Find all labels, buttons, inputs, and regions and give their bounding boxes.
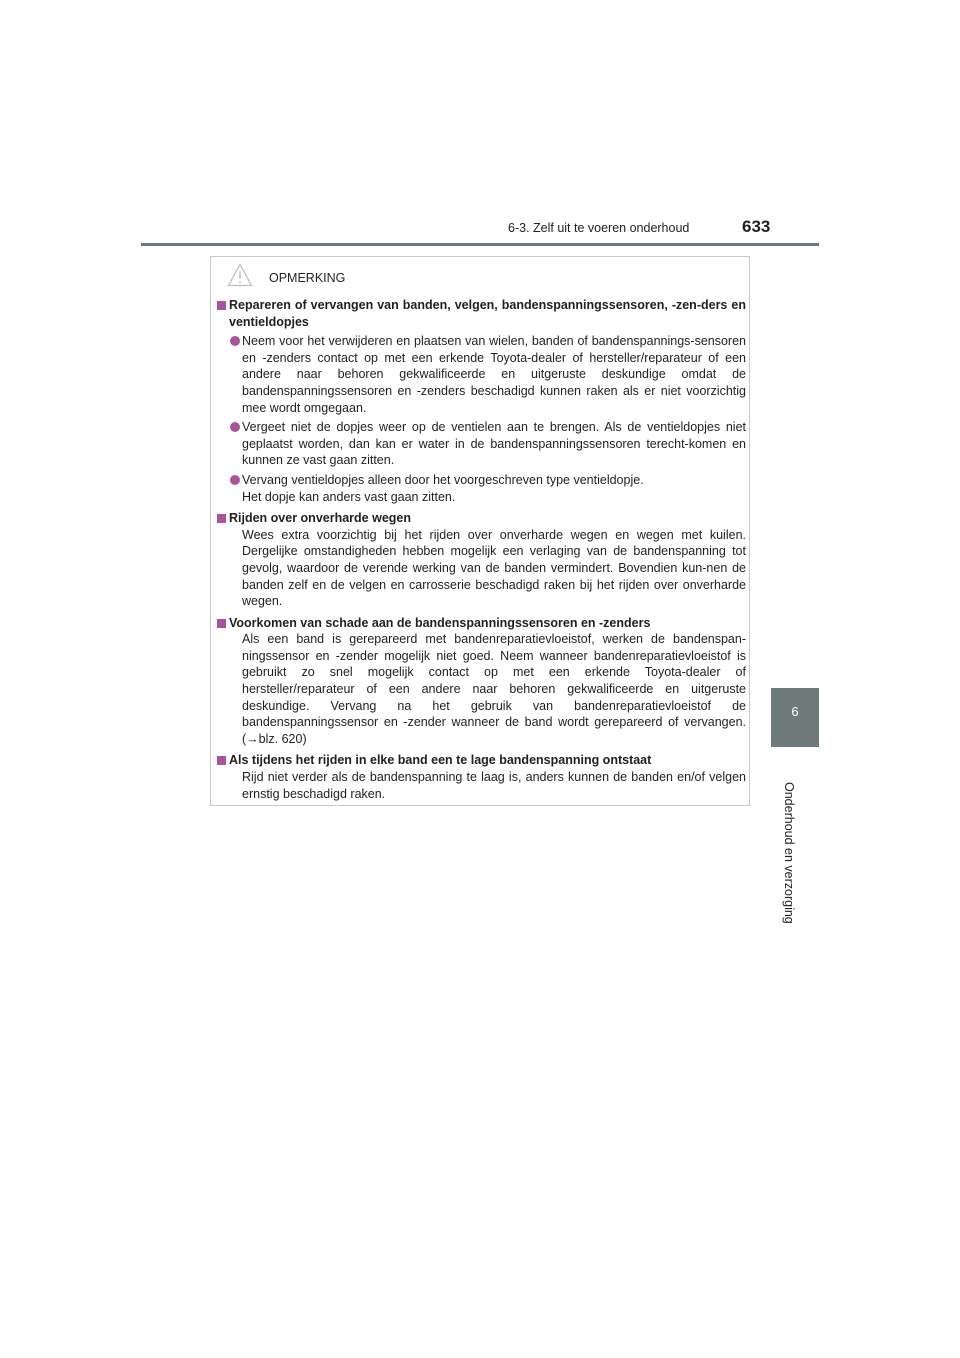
notice-title: OPMERKING bbox=[269, 271, 346, 285]
section-title: 6-3. Zelf uit te voeren onderhoud bbox=[508, 221, 690, 235]
chapter-number: 6 bbox=[791, 704, 799, 719]
bullet-text-line: Vervang ventieldopjes alleen door het voorgeschreven type ventieldopje. bbox=[242, 472, 644, 487]
bullet-text: Neem voor het verwijderen en plaatsen van wielen, banden of bandenspannings-sensoren en -zenders contact op met een erkende Toyota-dealer of hersteller/reparateur of een andere naar behoren gekwalificeerde en uitgeruste deskundige omdat de bandenspanningssensoren en -zenders beschadigd kunnen raken als er niet voorzichtig mee wordt omgegaan. bbox=[242, 334, 746, 415]
bullet-item bbox=[216, 472, 746, 505]
heading-low-pressure-text: Als tijdens het rijden in elke band een te lage bandenspanning ontstaat bbox=[229, 753, 652, 768]
heading-unpaved-roads bbox=[216, 510, 746, 527]
bullet-item bbox=[216, 419, 746, 469]
paragraph-low-pressure: Rijd niet verder als de bandenspanning te laag is, anders kunnen de banden en/of velgen ernstig beschadigd raken. bbox=[242, 770, 746, 801]
heading-sensor-text: Voorkomen van schade aan de bandenspanningssensoren en -zenders bbox=[229, 615, 651, 630]
bullet-item bbox=[216, 333, 746, 416]
round-bullet-icon bbox=[230, 422, 240, 432]
chapter-label: Onderhoud en verzorging bbox=[782, 782, 796, 924]
square-bullet-icon bbox=[217, 619, 226, 628]
notice-content bbox=[216, 297, 746, 802]
heading-repair bbox=[216, 297, 746, 330]
round-bullet-icon bbox=[230, 475, 240, 485]
bullet-text: Vergeet niet de dopjes weer op de ventielen aan te brengen. Als de ventieldopjes niet geplaatst worden, dan kan er water in de bandenspanningssensoren terecht-komen en kunnen ze vast gaan zitten. bbox=[242, 420, 746, 468]
heading-repair-text: Repareren of vervangen van banden, velgen, bandenspanningssensoren, -zen-ders en ventieldopjes bbox=[229, 298, 746, 329]
square-bullet-icon bbox=[217, 756, 226, 765]
notice-box bbox=[210, 256, 750, 806]
heading-unpaved-text: Rijden over onverharde wegen bbox=[229, 511, 411, 526]
heading-sensor-damage bbox=[216, 615, 746, 632]
header-rule bbox=[141, 243, 819, 246]
round-bullet-icon bbox=[230, 336, 240, 346]
chapter-tab bbox=[771, 688, 819, 747]
bullet-text-line: Het dopje kan anders vast gaan zitten. bbox=[242, 489, 456, 504]
paragraph-unpaved-roads: Wees extra voorzichtig bij het rijden over onverharde wegen en wegen met kuilen. Dergelijke omstandigheden hebben mogelijk een verlaging van de bandenspanning tot gevolg, waardoor de verende werking van de banden vermindert. Bovendien kun-nen de banden zelf en de velgen en carrosserie beschadigd raken bij het rijden over onverharde wegen. bbox=[242, 527, 746, 609]
square-bullet-icon bbox=[217, 514, 226, 523]
warning-triangle-icon bbox=[227, 263, 253, 287]
chapter-label-wrap bbox=[782, 782, 808, 924]
heading-low-pressure bbox=[216, 752, 746, 769]
paragraph-sensor-damage: Als een band is gerepareerd met bandenreparatievloeistof, werken de bandenspan-ningssensor en -zender mogelijk niet goed. Neem wanneer bandenreparatievloeistof is gebruikt zo snel mogelijk contact op met een erkende Toyota-dealer of hersteller/reparateur of een andere naar behoren gekwalificeerde en uitgeruste deskundige. Vervang na het gebruik van bandenreparatievloeistof de bandenspanningssensor en -zender wanneer de band wordt gerepareerd of vervangen. (→blz. 620) bbox=[242, 632, 746, 746]
square-bullet-icon bbox=[217, 301, 226, 310]
page-number: 633 bbox=[742, 217, 771, 236]
